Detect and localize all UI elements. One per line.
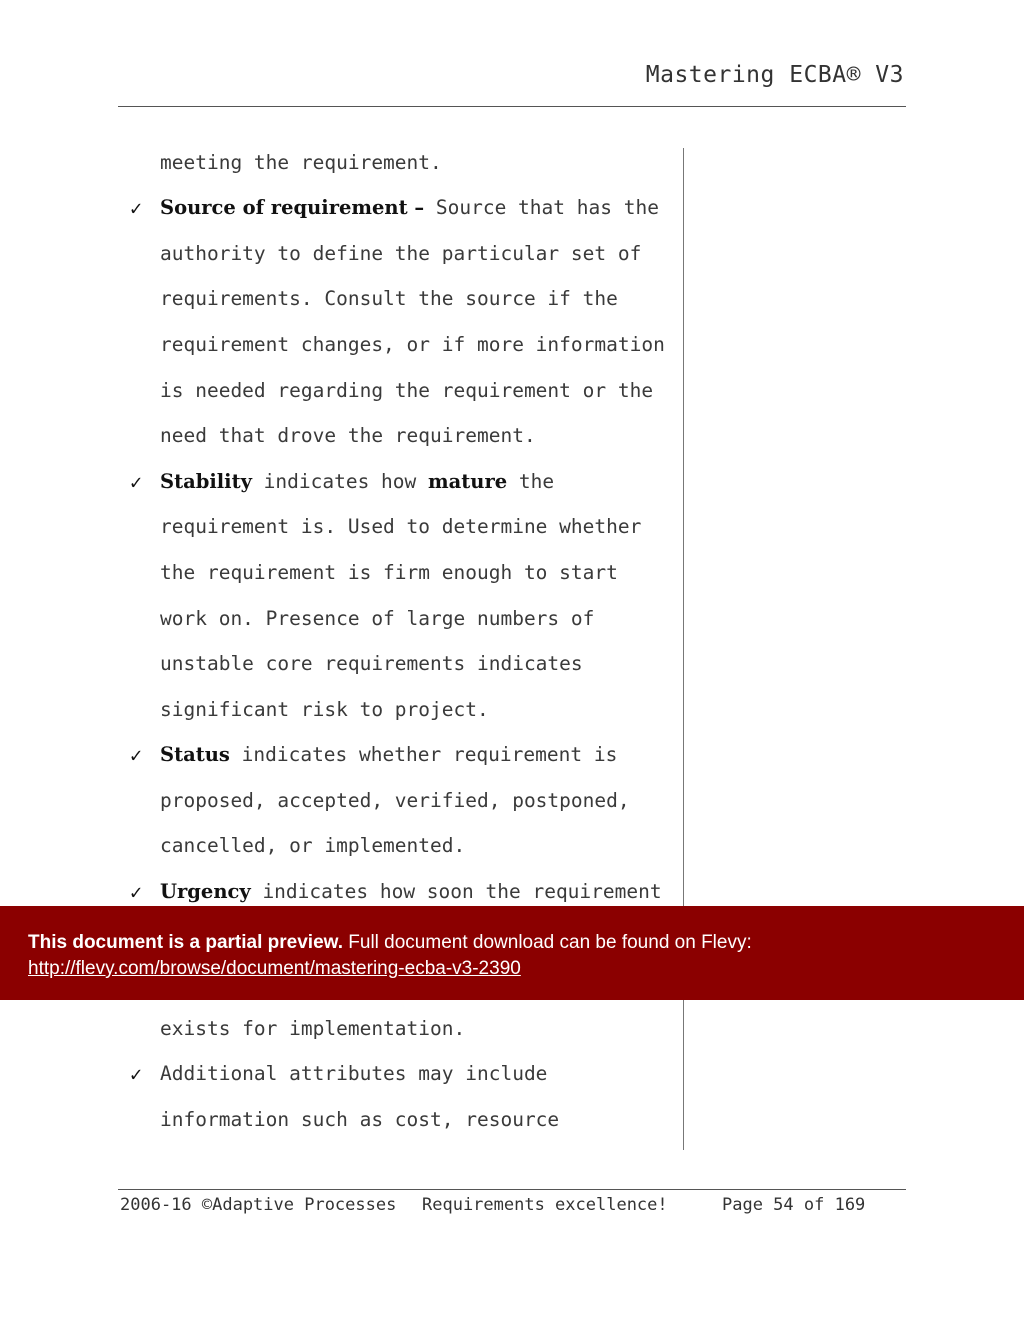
preview-banner (0, 906, 1024, 1000)
list-item-additional-attributes: Additional attributes may include (160, 1062, 548, 1085)
text-line: meeting the requirement. (160, 151, 442, 174)
term-urgency: Urgency (160, 880, 251, 903)
text-line: work on. Presence of large numbers of (160, 607, 595, 630)
text-line: the requirement is firm enough to start (160, 561, 618, 584)
text-line: requirement changes, or if more information (160, 333, 665, 356)
checkmark-icon: ✓ (130, 196, 143, 220)
text-line: proposed, accepted, verified, postponed, (160, 789, 630, 812)
header-divider (118, 106, 906, 107)
text-line: exists for implementation. (160, 1017, 466, 1040)
text-line: is needed regarding the requirement or the (160, 379, 654, 402)
list-item-source-of-requirement: Source of requirement – Source that has the (160, 196, 659, 219)
list-item-status: Status indicates whether requirement is (160, 743, 618, 766)
text-line: need that drove the requirement. (160, 424, 536, 447)
text-line: requirements. Consult the source if the (160, 287, 618, 310)
footer-page-number: Page 54 of 169 (722, 1195, 866, 1215)
term-stability: Stability (160, 470, 252, 493)
term-source-of-requirement: Source of requirement – (160, 196, 425, 219)
list-item-stability: Stability indicates how mature the (160, 470, 555, 493)
text-line: information such as cost, resource (160, 1108, 560, 1131)
footer-divider (118, 1189, 906, 1190)
checkmark-icon: ✓ (130, 470, 143, 494)
text-line: authority to define the particular set of (160, 242, 642, 265)
text-line: requirement is. Used to determine whether (160, 515, 642, 538)
list-item-urgency: Urgency indicates how soon the requirement (160, 880, 662, 903)
checkmark-icon: ✓ (130, 743, 143, 767)
term-mature: mature (428, 470, 508, 493)
preview-banner-bold: This document is a partial preview. (28, 932, 343, 953)
preview-banner-message: Full document download can be found on Flevy: (343, 932, 752, 953)
preview-banner-text (28, 930, 752, 982)
term-status: Status (160, 743, 230, 766)
text-line: cancelled, or implemented. (160, 834, 466, 857)
footer-copyright: 2006-16 ©Adaptive Processes (120, 1195, 397, 1215)
text-line: unstable core requirements indicates (160, 652, 583, 675)
checkmark-icon: ✓ (130, 880, 143, 904)
page-header-title: Mastering ECBA® V3 (645, 62, 904, 88)
checkmark-icon: ✓ (130, 1062, 143, 1086)
flevy-download-link[interactable]: http://flevy.com/browse/document/mastering-ecba-v3-2390 (28, 958, 521, 979)
footer-tagline: Requirements excellence! (422, 1195, 668, 1215)
text-line: significant risk to project. (160, 698, 489, 721)
